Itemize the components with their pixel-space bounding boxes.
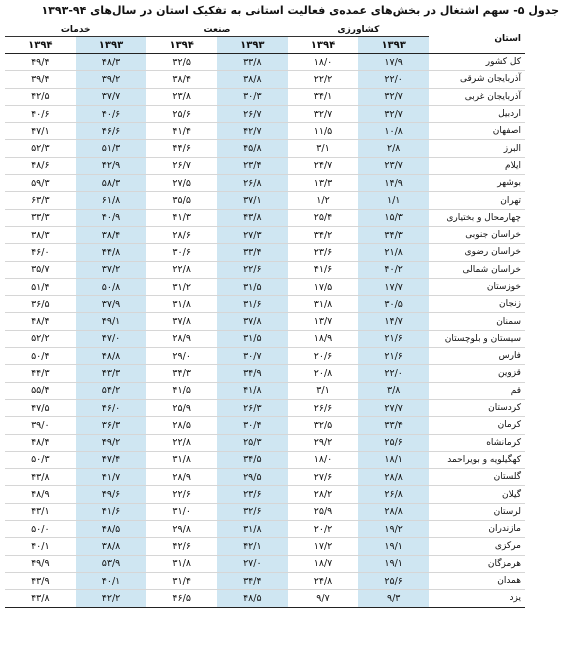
- cell-agri-1393: ۳۳/۴: [358, 417, 429, 434]
- province-name: اصفهان: [429, 123, 525, 140]
- cell-ind-1393: ۳۸/۸: [217, 71, 288, 88]
- province-name: کل کشور: [429, 54, 525, 71]
- cell-ind-1393: ۳۲/۶: [217, 503, 288, 520]
- cell-serv-1393: ۵۳/۹: [76, 555, 147, 572]
- table-row: [5, 417, 525, 434]
- cell-ind-1394: ۴۱/۵: [146, 382, 217, 399]
- cell-ind-1394: ۴۶/۵: [146, 590, 217, 607]
- cell-agri-1394: ۲۶/۶: [288, 399, 359, 416]
- table-row: [5, 572, 525, 589]
- cell-serv-1394: ۳۸/۳: [5, 226, 76, 243]
- cell-agri-1393: ۱۰/۸: [358, 123, 429, 140]
- cell-ind-1393: ۳۰/۳: [217, 88, 288, 105]
- cell-ind-1393: ۳۱/۶: [217, 296, 288, 313]
- cell-serv-1394: ۶۳/۳: [5, 192, 76, 209]
- cell-agri-1394: ۱۳/۳: [288, 175, 359, 192]
- province-name: تهران: [429, 192, 525, 209]
- province-name: گلستان: [429, 469, 525, 486]
- cell-ind-1393: ۲۷/۳: [217, 226, 288, 243]
- table-row: [5, 434, 525, 451]
- cell-agri-1393: ۲/۸: [358, 140, 429, 157]
- cell-serv-1394: ۵۰/۴: [5, 348, 76, 365]
- table-row: [5, 313, 525, 330]
- cell-serv-1393: ۴۸/۳: [76, 54, 147, 71]
- table-row: [5, 503, 525, 520]
- cell-agri-1394: ۲۴/۸: [288, 572, 359, 589]
- cell-ind-1393: ۲۶/۸: [217, 175, 288, 192]
- cell-ind-1393: ۲۶/۳: [217, 399, 288, 416]
- cell-serv-1394: ۳۶/۵: [5, 296, 76, 313]
- table-row: [5, 226, 525, 243]
- cell-agri-1393: ۲۱/۸: [358, 244, 429, 261]
- cell-agri-1393: ۱/۱: [358, 192, 429, 209]
- table-row: [5, 105, 525, 122]
- table-row: [5, 521, 525, 538]
- cell-ind-1394: ۳۱/۸: [146, 555, 217, 572]
- table-row: [5, 590, 525, 607]
- table-row: [5, 244, 525, 261]
- cell-serv-1394: ۴۷/۱: [5, 123, 76, 140]
- cell-agri-1393: ۱۴/۷: [358, 313, 429, 330]
- cell-ind-1393: ۳۴/۵: [217, 451, 288, 468]
- table-row: [5, 451, 525, 468]
- cell-ind-1394: ۲۹/۸: [146, 521, 217, 538]
- cell-ind-1394: ۲۷/۵: [146, 175, 217, 192]
- province-name: کرمان: [429, 417, 525, 434]
- table-row: [5, 330, 525, 347]
- cell-serv-1394: ۵۰/۳: [5, 451, 76, 468]
- table-title: جدول ۵- سهم اشتغال در بخش‌های عمده‌ی فعالیت استانی به تفکیک استان در سال‌های ۹۴-۱۳۹۳: [41, 4, 559, 17]
- cell-serv-1394: ۴۸/۹: [5, 486, 76, 503]
- cell-ind-1393: ۲۲/۶: [217, 261, 288, 278]
- cell-ind-1393: ۳۷/۱: [217, 192, 288, 209]
- province-name: یزد: [429, 590, 525, 607]
- cell-serv-1393: ۴۶/۰: [76, 399, 147, 416]
- table-row: [5, 486, 525, 503]
- cell-serv-1393: ۴۷/۴: [76, 451, 147, 468]
- cell-agri-1393: ۹/۳: [358, 590, 429, 607]
- cell-ind-1393: ۴۵/۸: [217, 140, 288, 157]
- cell-serv-1393: ۴۸/۸: [76, 348, 147, 365]
- table-row: [5, 123, 525, 140]
- cell-agri-1394: ۹/۷: [288, 590, 359, 607]
- cell-agri-1394: ۱۸/۰: [288, 54, 359, 71]
- cell-agri-1393: ۲۲/۰: [358, 71, 429, 88]
- cell-agri-1394: ۳۴/۱: [288, 88, 359, 105]
- province-name: سیستان و بلوچستان: [429, 330, 525, 347]
- table-row: [5, 555, 525, 572]
- cell-serv-1393: ۴۰/۹: [76, 209, 147, 226]
- cell-serv-1393: ۴۹/۱: [76, 313, 147, 330]
- cell-agri-1394: ۲۵/۴: [288, 209, 359, 226]
- cell-ind-1394: ۳۷/۸: [146, 313, 217, 330]
- cell-agri-1394: ۳/۱: [288, 140, 359, 157]
- cell-ind-1393: ۳۴/۴: [217, 572, 288, 589]
- cell-agri-1393: ۳۲/۷: [358, 88, 429, 105]
- cell-serv-1394: ۴۳/۱: [5, 503, 76, 520]
- cell-ind-1394: ۲۲/۶: [146, 486, 217, 503]
- cell-agri-1394: ۲۰/۲: [288, 521, 359, 538]
- cell-agri-1394: ۴۱/۶: [288, 261, 359, 278]
- province-column-header: استان: [429, 24, 525, 54]
- table-body: [5, 54, 525, 608]
- cell-agri-1393: ۲۱/۶: [358, 330, 429, 347]
- cell-agri-1393: ۳۰/۵: [358, 296, 429, 313]
- cell-ind-1394: ۳۱/۲: [146, 278, 217, 295]
- province-name: قزوین: [429, 365, 525, 382]
- cell-serv-1394: ۴۳/۹: [5, 572, 76, 589]
- cell-agri-1393: ۱۷/۷: [358, 278, 429, 295]
- cell-agri-1394: ۲۵/۹: [288, 503, 359, 520]
- cell-serv-1393: ۳۸/۸: [76, 538, 147, 555]
- cell-agri-1393: ۲۳/۷: [358, 157, 429, 174]
- cell-agri-1394: ۲۲/۲: [288, 71, 359, 88]
- cell-serv-1393: ۴۲/۹: [76, 157, 147, 174]
- cell-ind-1393: ۳۱/۵: [217, 330, 288, 347]
- cell-serv-1393: ۴۶/۶: [76, 123, 147, 140]
- cell-ind-1394: ۲۹/۰: [146, 348, 217, 365]
- table-row: [5, 382, 525, 399]
- cell-serv-1394: ۵۲/۳: [5, 140, 76, 157]
- cell-ind-1393: ۲۹/۵: [217, 469, 288, 486]
- cell-agri-1393: ۲۸/۸: [358, 469, 429, 486]
- cell-agri-1393: ۱۹/۲: [358, 521, 429, 538]
- cell-serv-1394: ۴۸/۴: [5, 434, 76, 451]
- cell-ind-1394: ۴۴/۶: [146, 140, 217, 157]
- cell-agri-1393: ۳۴/۳: [358, 226, 429, 243]
- industry-group-header: صنعت: [146, 24, 287, 37]
- cell-serv-1393: ۵۴/۲: [76, 382, 147, 399]
- cell-agri-1394: ۱۸/۹: [288, 330, 359, 347]
- cell-agri-1393: ۳۲/۷: [358, 105, 429, 122]
- cell-agri-1393: ۴۰/۲: [358, 261, 429, 278]
- province-name: آذربایجان غربی: [429, 88, 525, 105]
- cell-agri-1393: ۲۵/۶: [358, 434, 429, 451]
- table-row: [5, 296, 525, 313]
- cell-ind-1393: ۴۲/۷: [217, 123, 288, 140]
- province-name: ایلام: [429, 157, 525, 174]
- cell-serv-1394: ۴۷/۵: [5, 399, 76, 416]
- cell-agri-1394: ۲۴/۷: [288, 157, 359, 174]
- province-name: چهارمحال و بختیاری: [429, 209, 525, 226]
- table-row: [5, 140, 525, 157]
- table-row: [5, 209, 525, 226]
- cell-agri-1393: ۱۷/۹: [358, 54, 429, 71]
- cell-serv-1394: ۵۲/۲: [5, 330, 76, 347]
- cell-ind-1394: ۴۱/۳: [146, 209, 217, 226]
- cell-agri-1394: ۱۸/۷: [288, 555, 359, 572]
- cell-ind-1394: ۲۳/۸: [146, 88, 217, 105]
- cell-serv-1394: ۴۰/۱: [5, 538, 76, 555]
- cell-ind-1394: ۲۲/۸: [146, 261, 217, 278]
- province-name: خراسان رضوی: [429, 244, 525, 261]
- cell-serv-1394: ۵۹/۳: [5, 175, 76, 192]
- cell-agri-1393: ۲۶/۸: [358, 486, 429, 503]
- table-row: [5, 71, 525, 88]
- cell-agri-1393: ۲۸/۸: [358, 503, 429, 520]
- table-row: [5, 54, 525, 71]
- cell-serv-1393: ۳۷/۷: [76, 88, 147, 105]
- cell-serv-1394: ۵۵/۴: [5, 382, 76, 399]
- table-row: [5, 278, 525, 295]
- cell-agri-1394: ۲۹/۲: [288, 434, 359, 451]
- province-name: مرکزی: [429, 538, 525, 555]
- cell-ind-1394: ۲۸/۵: [146, 417, 217, 434]
- province-name: اردبیل: [429, 105, 525, 122]
- cell-serv-1393: ۴۰/۱: [76, 572, 147, 589]
- table-row: [5, 192, 525, 209]
- cell-serv-1394: ۴۳/۸: [5, 590, 76, 607]
- year-header-serv-1393: ۱۳۹۳: [76, 37, 147, 54]
- cell-serv-1393: ۴۹/۲: [76, 434, 147, 451]
- cell-serv-1394: ۳۹/۴: [5, 71, 76, 88]
- cell-ind-1394: ۲۶/۷: [146, 157, 217, 174]
- cell-ind-1394: ۲۸/۹: [146, 469, 217, 486]
- table-row: [5, 88, 525, 105]
- cell-serv-1393: ۴۳/۳: [76, 365, 147, 382]
- cell-serv-1394: ۴۹/۴: [5, 54, 76, 71]
- cell-serv-1393: ۴۴/۸: [76, 244, 147, 261]
- cell-ind-1394: ۴۲/۶: [146, 538, 217, 555]
- cell-serv-1393: ۳۷/۲: [76, 261, 147, 278]
- year-header-agri-1394: ۱۳۹۴: [288, 37, 359, 54]
- cell-agri-1394: ۱۱/۵: [288, 123, 359, 140]
- cell-serv-1393: ۳۹/۲: [76, 71, 147, 88]
- cell-agri-1394: ۲۰/۶: [288, 348, 359, 365]
- cell-ind-1394: ۳۸/۴: [146, 71, 217, 88]
- cell-serv-1393: ۵۸/۳: [76, 175, 147, 192]
- cell-ind-1393: ۳۱/۵: [217, 278, 288, 295]
- province-name: خراسان جنوبی: [429, 226, 525, 243]
- cell-agri-1394: ۲۸/۲: [288, 486, 359, 503]
- cell-agri-1394: ۳۱/۸: [288, 296, 359, 313]
- cell-ind-1394: ۳۲/۵: [146, 54, 217, 71]
- cell-ind-1394: ۲۸/۹: [146, 330, 217, 347]
- province-name: هرمزگان: [429, 555, 525, 572]
- cell-agri-1394: ۳۴/۲: [288, 226, 359, 243]
- cell-serv-1393: ۳۶/۳: [76, 417, 147, 434]
- table-row: [5, 157, 525, 174]
- year-header-serv-1394: ۱۳۹۴: [5, 37, 76, 54]
- cell-serv-1394: ۴۸/۶: [5, 157, 76, 174]
- employment-share-table: [5, 24, 525, 608]
- cell-ind-1393: ۴۳/۸: [217, 209, 288, 226]
- cell-serv-1393: ۴۲/۲: [76, 590, 147, 607]
- cell-agri-1394: ۲۰/۸: [288, 365, 359, 382]
- cell-serv-1393: ۴۱/۶: [76, 503, 147, 520]
- province-name: کردستان: [429, 399, 525, 416]
- cell-ind-1393: ۴۲/۱: [217, 538, 288, 555]
- cell-ind-1394: ۳۱/۸: [146, 296, 217, 313]
- cell-serv-1394: ۵۱/۴: [5, 278, 76, 295]
- cell-ind-1394: ۳۱/۰: [146, 503, 217, 520]
- province-name: زنجان: [429, 296, 525, 313]
- cell-ind-1393: ۳۰/۴: [217, 417, 288, 434]
- cell-ind-1393: ۲۶/۷: [217, 105, 288, 122]
- table-row: [5, 469, 525, 486]
- cell-ind-1393: ۲۳/۴: [217, 157, 288, 174]
- province-name: بوشهر: [429, 175, 525, 192]
- cell-ind-1393: ۲۳/۶: [217, 486, 288, 503]
- table-row: [5, 399, 525, 416]
- cell-serv-1393: ۴۱/۷: [76, 469, 147, 486]
- year-header-ind-1394: ۱۳۹۴: [146, 37, 217, 54]
- cell-ind-1394: ۲۵/۹: [146, 399, 217, 416]
- province-name: خوزستان: [429, 278, 525, 295]
- cell-ind-1393: ۲۵/۳: [217, 434, 288, 451]
- cell-agri-1393: ۱۴/۹: [358, 175, 429, 192]
- cell-agri-1394: ۱۷/۵: [288, 278, 359, 295]
- cell-ind-1393: ۳۷/۸: [217, 313, 288, 330]
- cell-ind-1394: ۲۸/۶: [146, 226, 217, 243]
- province-name: فارس: [429, 348, 525, 365]
- cell-ind-1394: ۳۰/۶: [146, 244, 217, 261]
- cell-agri-1393: ۱۵/۳: [358, 209, 429, 226]
- agriculture-group-header: کشاورزی: [288, 24, 429, 37]
- cell-serv-1394: ۳۳/۳: [5, 209, 76, 226]
- province-name: سمنان: [429, 313, 525, 330]
- province-name: لرستان: [429, 503, 525, 520]
- cell-ind-1394: ۳۴/۳: [146, 365, 217, 382]
- table-row: [5, 175, 525, 192]
- cell-agri-1393: ۱۸/۱: [358, 451, 429, 468]
- cell-serv-1393: ۴۸/۵: [76, 521, 147, 538]
- cell-ind-1393: ۴۸/۵: [217, 590, 288, 607]
- cell-agri-1394: ۱۸/۰: [288, 451, 359, 468]
- table-row: [5, 538, 525, 555]
- cell-agri-1393: ۱۹/۱: [358, 538, 429, 555]
- cell-agri-1394: ۱/۲: [288, 192, 359, 209]
- cell-ind-1394: ۲۲/۸: [146, 434, 217, 451]
- province-name: کهگیلویه و بویراحمد: [429, 451, 525, 468]
- cell-serv-1393: ۵۱/۳: [76, 140, 147, 157]
- province-name: همدان: [429, 572, 525, 589]
- cell-ind-1393: ۲۷/۰: [217, 555, 288, 572]
- cell-ind-1393: ۳۴/۹: [217, 365, 288, 382]
- cell-serv-1393: ۴۷/۰: [76, 330, 147, 347]
- cell-agri-1394: ۱۷/۲: [288, 538, 359, 555]
- cell-ind-1393: ۳۰/۷: [217, 348, 288, 365]
- cell-ind-1394: ۲۵/۶: [146, 105, 217, 122]
- province-name: مازندران: [429, 521, 525, 538]
- province-name: کرمانشاه: [429, 434, 525, 451]
- table-row: [5, 348, 525, 365]
- cell-agri-1394: ۳۲/۷: [288, 105, 359, 122]
- cell-agri-1394: ۲۳/۶: [288, 244, 359, 261]
- cell-ind-1394: ۴۱/۴: [146, 123, 217, 140]
- cell-agri-1394: ۲۷/۶: [288, 469, 359, 486]
- table-row: [5, 365, 525, 382]
- cell-ind-1394: ۳۱/۴: [146, 572, 217, 589]
- cell-serv-1393: ۴۰/۶: [76, 105, 147, 122]
- cell-serv-1394: ۴۴/۳: [5, 365, 76, 382]
- table-header: [5, 24, 525, 54]
- province-name: البرز: [429, 140, 525, 157]
- cell-agri-1394: ۳/۱: [288, 382, 359, 399]
- cell-serv-1394: ۴۶/۰: [5, 244, 76, 261]
- cell-serv-1393: ۴۹/۶: [76, 486, 147, 503]
- cell-serv-1394: ۴۸/۴: [5, 313, 76, 330]
- cell-agri-1394: ۳۲/۵: [288, 417, 359, 434]
- province-name: گیلان: [429, 486, 525, 503]
- year-header-agri-1393: ۱۳۹۳: [358, 37, 429, 54]
- cell-serv-1394: ۴۹/۹: [5, 555, 76, 572]
- services-group-header: خدمات: [5, 24, 146, 37]
- year-header-ind-1393: ۱۳۹۳: [217, 37, 288, 54]
- cell-serv-1394: ۴۳/۸: [5, 469, 76, 486]
- cell-agri-1393: ۲۱/۶: [358, 348, 429, 365]
- cell-agri-1393: ۲۲/۰: [358, 365, 429, 382]
- cell-agri-1393: ۲۷/۷: [358, 399, 429, 416]
- province-name: آذربایجان شرقی: [429, 71, 525, 88]
- cell-agri-1393: ۳/۸: [358, 382, 429, 399]
- province-name: خراسان شمالی: [429, 261, 525, 278]
- cell-ind-1394: ۳۱/۸: [146, 451, 217, 468]
- cell-ind-1394: ۳۵/۵: [146, 192, 217, 209]
- cell-ind-1393: ۳۱/۸: [217, 521, 288, 538]
- cell-agri-1393: ۲۵/۶: [358, 572, 429, 589]
- cell-serv-1394: ۴۲/۵: [5, 88, 76, 105]
- cell-agri-1393: ۱۹/۱: [358, 555, 429, 572]
- cell-serv-1394: ۳۵/۷: [5, 261, 76, 278]
- cell-serv-1393: ۳۷/۹: [76, 296, 147, 313]
- cell-ind-1393: ۴۱/۸: [217, 382, 288, 399]
- cell-serv-1394: ۳۹/۰: [5, 417, 76, 434]
- cell-ind-1393: ۳۳/۴: [217, 244, 288, 261]
- cell-serv-1394: ۴۰/۶: [5, 105, 76, 122]
- cell-serv-1393: ۳۸/۴: [76, 226, 147, 243]
- cell-serv-1393: ۵۰/۸: [76, 278, 147, 295]
- cell-serv-1393: ۶۱/۸: [76, 192, 147, 209]
- table-row: [5, 261, 525, 278]
- cell-agri-1394: ۱۳/۷: [288, 313, 359, 330]
- cell-serv-1394: ۵۰/۰: [5, 521, 76, 538]
- cell-ind-1393: ۳۳/۸: [217, 54, 288, 71]
- province-name: قم: [429, 382, 525, 399]
